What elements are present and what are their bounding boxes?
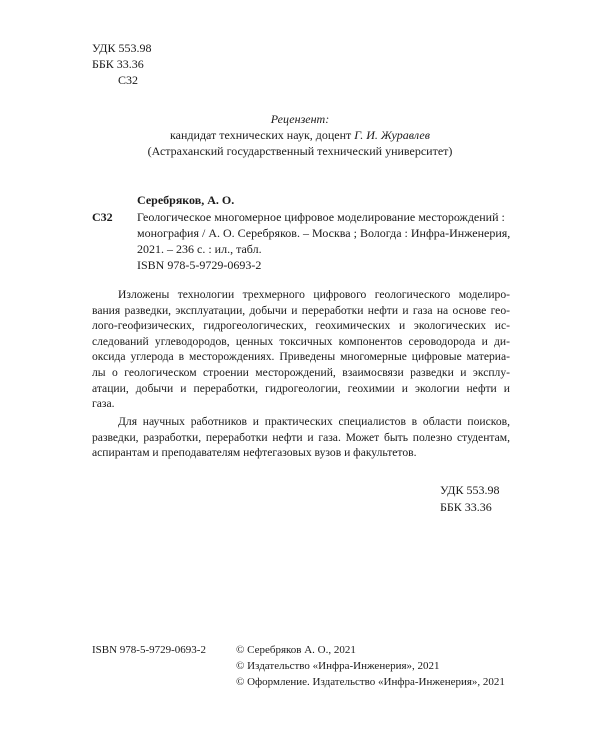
catalog-description-line: монография / А. О. Серебряков. – Москва ; Вологда : Инфра-Инженерия, xyxy=(137,226,511,240)
bbk-code-bottom: ББК 33.36 xyxy=(440,500,492,514)
abstract-line: лы о геологическом строении месторождений, взаимосвязи разведки и эксплу- xyxy=(92,365,510,379)
reviewer-heading: Рецензент: xyxy=(270,112,330,126)
copyright-design: © Оформление. Издательство «Инфра-Инженерия», 2021 xyxy=(236,676,505,688)
abstract-line: оксида углерода в месторождениях. Приведены многомерные цифровые материа- xyxy=(92,350,510,364)
abstract-line: следований углеводородов, ценных токсичных компонентов сероводорода и ди- xyxy=(92,334,510,348)
catalog-description-line: 2021. – 236 с. : ил., табл. xyxy=(137,242,262,256)
reviewer-degree: кандидат технических наук, доцент xyxy=(170,128,355,142)
reviewer-organization: (Астраханский государственный технический университет) xyxy=(147,144,453,158)
bbk-code-top: ББК 33.36 xyxy=(92,57,144,71)
abstract-line: Изложены технологии трехмерного цифрового геологического моделиро- xyxy=(118,288,510,301)
catalog-description-line: Геологическое многомерное цифровое моделирование месторождений : xyxy=(137,210,505,224)
author-mark-top: С32 xyxy=(118,73,139,87)
reviewer-line xyxy=(0,127,600,143)
catalog-author: Серебряков, А. О. xyxy=(137,193,235,207)
abstract-line: атации, добычи и переработки, гидрогеологии, геохимии и экологии нефти и xyxy=(92,381,510,395)
catalog-isbn: ISBN 978-5-9729-0693-2 xyxy=(137,258,262,272)
abstract-line: лого-геофизических, гидрогеологических, геохимических и экологических ис- xyxy=(92,319,510,333)
catalog-mark: С32 xyxy=(92,210,113,224)
abstract-line: вания разведки, эксплуатации, добычи и переработки нефти и газа на основе гео- xyxy=(92,303,510,317)
audience-line: разведки, разработки, переработки нефти и газа. Может быть полезно студентам, xyxy=(92,430,510,444)
reviewer-name: Г. И. Журавлев xyxy=(354,128,430,142)
audience-line: Для научных работников и практических специалистов в области поисков, xyxy=(118,415,510,428)
copyright-publisher: © Издательство «Инфра-Инженерия», 2021 xyxy=(236,660,440,672)
audience-line: аспирантам и преподавателям нефтегазовых вузов и факультетов. xyxy=(92,446,417,460)
abstract-paragraph-1 xyxy=(92,287,510,412)
udk-code-bottom: УДК 553.98 xyxy=(440,483,500,497)
abstract-paragraph-2 xyxy=(92,414,510,461)
abstract-line: газа. xyxy=(92,397,115,411)
footer-isbn: ISBN 978-5-9729-0693-2 xyxy=(92,644,206,656)
udk-code-top: УДК 553.98 xyxy=(92,41,152,55)
copyright-author: © Серебряков А. О., 2021 xyxy=(236,644,356,656)
